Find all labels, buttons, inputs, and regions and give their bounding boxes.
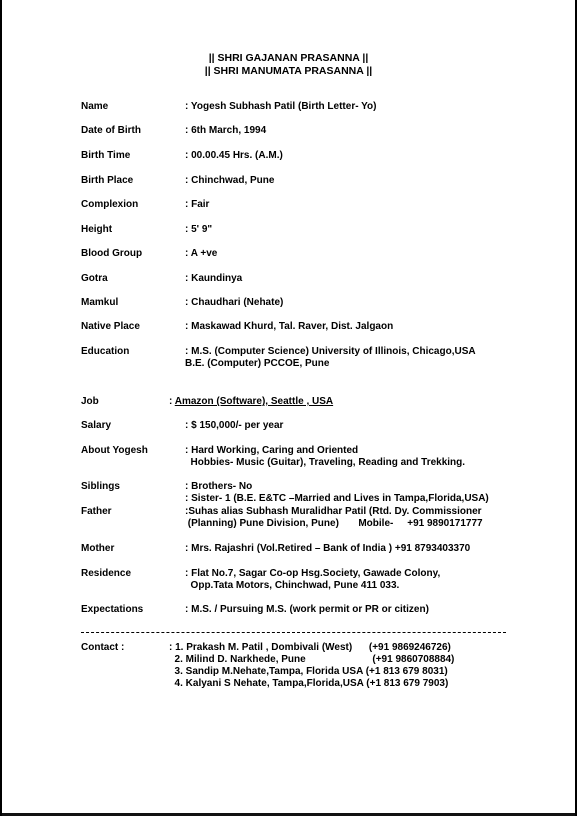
- label-salary: Salary: [81, 420, 112, 431]
- education-line-2: B.E. (Computer) PCCOE, Pune: [185, 358, 330, 369]
- value-father: [185, 506, 483, 530]
- father-line-2: (Planning) Pune Division, Pune) Mobile- +91 9890171777: [185, 518, 483, 529]
- siblings-line-1: : Brothers- No: [185, 481, 253, 492]
- header-line-2: || SHRI MANUMATA PRASANNA ||: [204, 65, 373, 77]
- value-gotra: : Kaundinya: [185, 273, 243, 284]
- label-siblings: Siblings: [81, 481, 120, 492]
- education-line-1: : M.S. (Computer Science) University of Illinois, Chicago,USA: [185, 346, 476, 357]
- residence-line-1: : Flat No.7, Sagar Co-op Hsg.Society, Gawade Colony,: [185, 568, 441, 579]
- value-contact: [169, 642, 454, 690]
- label-blood-group: Blood Group: [81, 248, 143, 259]
- dashed-separator: [81, 632, 506, 633]
- label-native-place: Native Place: [81, 321, 140, 332]
- value-mother: : Mrs. Rajashri (Vol.Retired – Bank of India ) +91 8793403370: [185, 543, 471, 554]
- about-line-1: : Hard Working, Caring and Oriented: [185, 445, 359, 456]
- label-birth-place: Birth Place: [81, 175, 134, 186]
- label-job: Job: [81, 396, 99, 407]
- value-birth-place: : Chinchwad, Pune: [185, 175, 275, 186]
- job-prefix: :: [169, 396, 175, 407]
- value-about: [185, 445, 465, 469]
- value-expectations: : M.S. / Pursuing M.S. (work permit or PR or citizen): [185, 604, 429, 615]
- value-name: : Yogesh Subhash Patil (Birth Letter- Yo): [185, 101, 377, 112]
- label-mother: Mother: [81, 543, 115, 554]
- document-header: [0, 52, 577, 78]
- value-complexion: : Fair: [185, 199, 210, 210]
- value-siblings: [185, 481, 489, 505]
- father-line-1: :Suhas alias Subhash Muralidhar Patil (Rtd. Dy. Commissioner: [185, 506, 482, 517]
- label-birth-time: Birth Time: [81, 150, 131, 161]
- value-job: [169, 396, 333, 408]
- value-salary: : $ 150,000/- per year: [185, 420, 284, 431]
- value-mamkul: : Chaudhari (Nehate): [185, 297, 284, 308]
- value-birth-time: : 00.00.45 Hrs. (A.M.): [185, 150, 283, 161]
- value-height: : 5' 9": [185, 224, 213, 235]
- label-expectations: Expectations: [81, 604, 144, 615]
- residence-line-2: Opp.Tata Motors, Chinchwad, Pune 411 033.: [185, 580, 400, 591]
- label-contact: Contact :: [81, 642, 125, 653]
- label-dob: Date of Birth: [81, 125, 141, 136]
- value-dob: : 6th March, 1994: [185, 125, 267, 136]
- label-name: Name: [81, 101, 109, 112]
- contact-line: 4. Kalyani S Nehate, Tampa,Florida,USA (+1 813 679 7903): [169, 678, 449, 689]
- about-line-2: Hobbies- Music (Guitar), Traveling, Reading and Trekking.: [185, 457, 466, 468]
- label-mamkul: Mamkul: [81, 297, 119, 308]
- contact-line: 2. Milind D. Narkhede, Pune (+91 9860708884): [169, 654, 455, 665]
- label-residence: Residence: [81, 568, 132, 579]
- label-about: About Yogesh: [81, 445, 148, 456]
- label-gotra: Gotra: [81, 273, 108, 284]
- label-complexion: Complexion: [81, 199, 139, 210]
- header-line-1: || SHRI GAJANAN PRASANNA ||: [208, 52, 369, 64]
- label-father: Father: [81, 506, 112, 517]
- value-native-place: : Maskawad Khurd, Tal. Raver, Dist. Jalgaon: [185, 321, 394, 332]
- contact-line: : 1. Prakash M. Patil , Dombivali (West) (+91 9869246726): [169, 642, 451, 653]
- siblings-line-2: : Sister- 1 (B.E. E&TC –Married and Lives in Tampa,Florida,USA): [185, 493, 489, 504]
- value-education: [185, 346, 476, 370]
- contact-line: 3. Sandip M.Nehate,Tampa, Florida USA (+1 813 679 8031): [169, 666, 448, 677]
- label-height: Height: [81, 224, 113, 235]
- job-employer: Amazon (Software), Seattle , USA: [174, 396, 334, 407]
- label-education: Education: [81, 346, 130, 357]
- value-residence: [185, 568, 440, 592]
- value-blood-group: : A +ve: [185, 248, 218, 259]
